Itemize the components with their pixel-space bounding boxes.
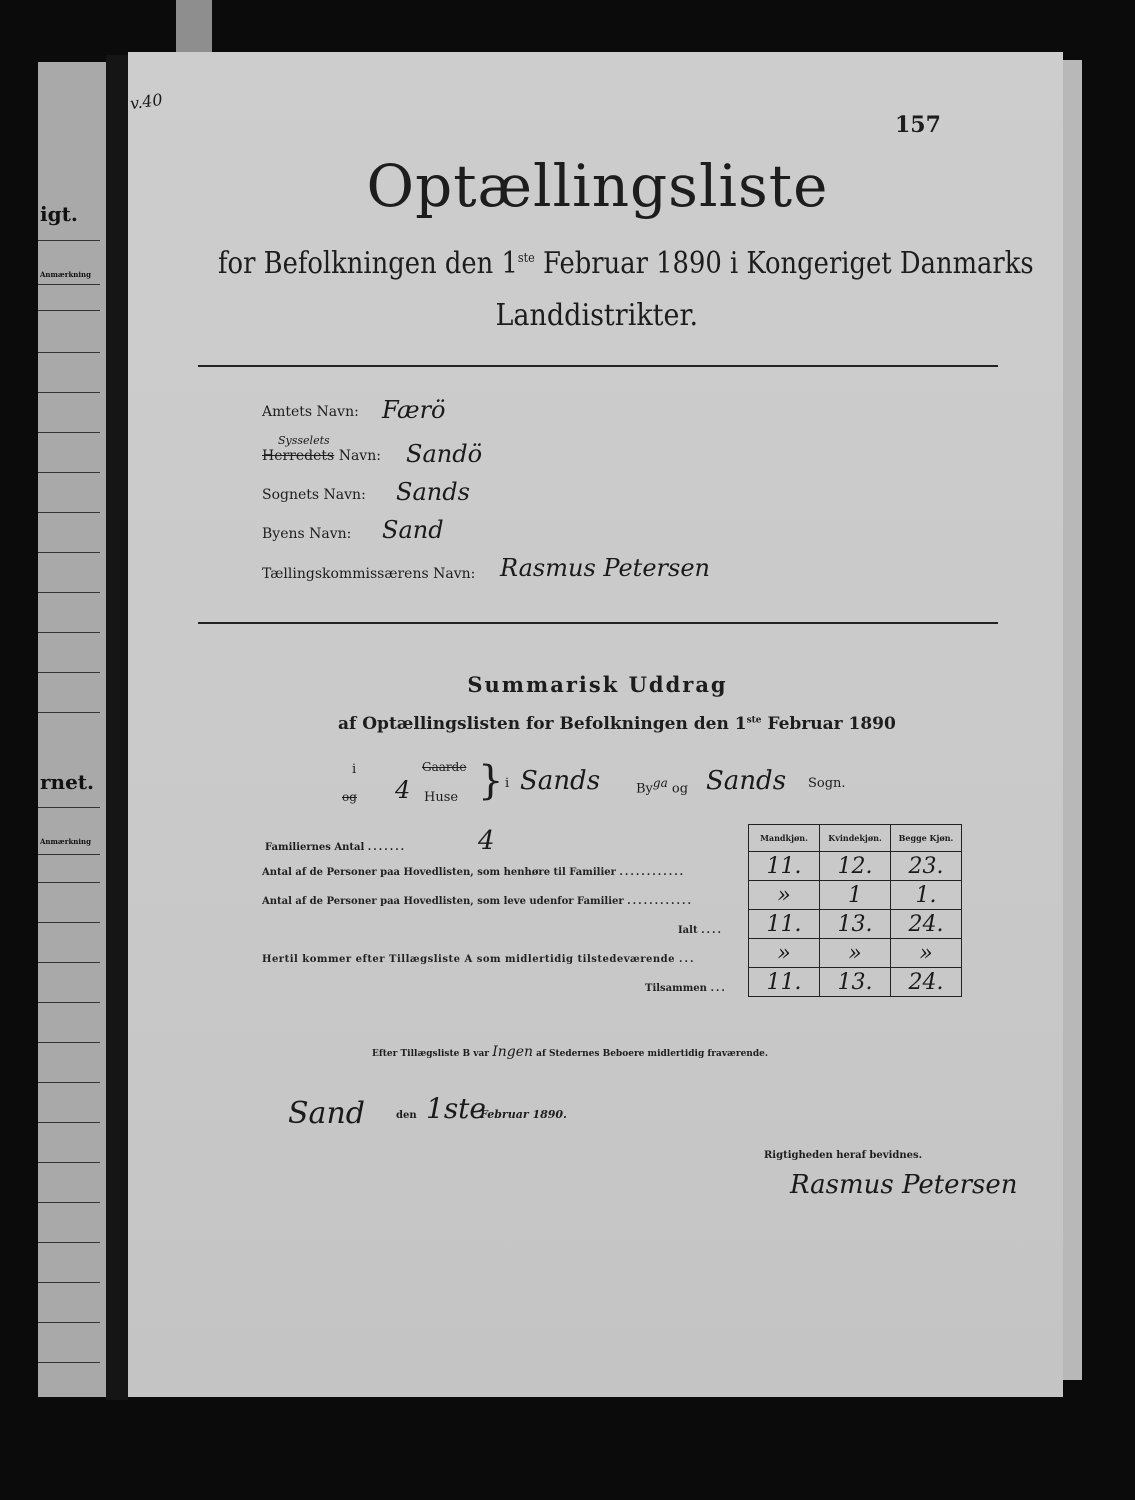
table-cell: 13.: [820, 968, 891, 997]
prev-page-fragment: Anmærkning: [40, 837, 92, 846]
previous-page-strip: [38, 62, 109, 1397]
prev-page-fragment: Anmærkning: [40, 270, 92, 279]
table-row: [749, 910, 962, 939]
table-cell: 13.: [820, 910, 891, 939]
header-mandkjon: Mandkjøn.: [749, 825, 820, 852]
page-title: Optællingsliste: [366, 152, 829, 220]
table-cell: »: [749, 939, 820, 968]
families-label: Familiernes Antal .......: [265, 842, 407, 853]
summary-table: [748, 824, 962, 997]
table-cell: 1: [820, 881, 891, 910]
binding-gutter: [106, 55, 128, 1400]
kommissaer-value: Rasmus Petersen: [500, 554, 710, 582]
divider: [198, 365, 998, 367]
table-row-label: Antal af de Personer paa Hovedlisten, som henhøre til Familier ............: [262, 867, 686, 878]
herred-label: Herredets Navn:: [262, 448, 381, 464]
table-cell: 11.: [749, 910, 820, 939]
table-cell: 11.: [749, 852, 820, 881]
by-value: Sand: [382, 516, 444, 544]
prev-page-fragment: rnet.: [40, 770, 95, 794]
table-row-label: Tilsammen ...: [645, 983, 727, 994]
kommissaer-label: Tællingskommissærens Navn:: [262, 566, 476, 582]
table-row-label: Hertil kommer efter Tillægsliste A som midlertidig tilstedeværende ...: [262, 954, 696, 965]
table-row: [749, 968, 962, 997]
table-cell: 1.: [891, 881, 962, 910]
sogn-label: Sognets Navn:: [262, 487, 366, 503]
table-cell: »: [891, 939, 962, 968]
amt-label: Amtets Navn:: [262, 404, 359, 420]
subtitle-line-2: Landdistrikter.: [495, 298, 699, 333]
tillaeg-value: Ingen: [492, 1044, 533, 1060]
families-value: 4: [478, 826, 495, 856]
table-row-label: Antal af de Personer paa Hovedlisten, som leve udenfor Familier ............: [262, 896, 693, 907]
table-header-row: [749, 825, 962, 852]
amt-value: Færö: [382, 396, 446, 424]
herred-insert: Sysselets: [278, 434, 330, 447]
table-cell: 24.: [891, 968, 962, 997]
brace: }: [478, 758, 504, 804]
gaarde-struck: Gaarde: [422, 760, 467, 774]
table-row: [749, 881, 962, 910]
day-value: 1ste: [426, 1092, 487, 1125]
huse-label: Huse: [424, 790, 459, 805]
by-label: Byens Navn:: [262, 526, 352, 542]
table-cell: 24.: [891, 910, 962, 939]
table-cell: 23.: [891, 852, 962, 881]
sogn-value-2: Sands: [706, 766, 787, 796]
header-begge-kjon: Begge Kjøn.: [891, 825, 962, 852]
i-label: i: [352, 762, 357, 777]
table-row: [749, 939, 962, 968]
herred-struck: Herredets: [262, 448, 335, 464]
place-value: Sand: [288, 1096, 365, 1131]
table-row-label: Ialt ....: [678, 925, 723, 936]
i-label-2: i: [505, 776, 510, 791]
sogn-label-2: Sogn.: [808, 776, 846, 791]
table-row: [749, 852, 962, 881]
subtitle-line-1: for Befolkningen den 1ste Februar 1890 i Kongeriget Danmarks: [218, 246, 1034, 281]
divider: [198, 622, 998, 624]
huse-count: 4: [395, 776, 411, 804]
by-label-2: $By^{ga}$ og: [636, 776, 689, 797]
table-cell: »: [749, 881, 820, 910]
by-value-2: Sands: [520, 766, 601, 796]
stamp-mark: v.40: [128, 89, 164, 114]
table-cell: 11.: [749, 968, 820, 997]
sogn-value: Sands: [396, 478, 470, 506]
tillaeg-line: Efter Tillægsliste B var Ingen af Stedernes Beboere midlertidig fraværende.: [372, 1044, 768, 1060]
summary-subheading: af Optællingslisten for Befolkningen den 1ste Februar 1890: [338, 714, 896, 734]
prev-page-fragment: igt.: [40, 202, 78, 226]
den-label: den: [396, 1110, 417, 1121]
header-kvindekjon: Kvindekjøn.: [820, 825, 891, 852]
page-number: 157: [895, 112, 941, 138]
summary-heading: Summarisk Uddrag: [467, 672, 728, 697]
table-cell: 12.: [820, 852, 891, 881]
og-struck: og: [342, 790, 357, 804]
herred-value: Sandö: [406, 440, 483, 468]
date-rest: Februar 1890.: [480, 1108, 567, 1121]
certify-text: Rigtigheden heraf bevidnes.: [764, 1150, 923, 1161]
signature: Rasmus Petersen: [790, 1170, 1018, 1200]
table-cell: »: [820, 939, 891, 968]
